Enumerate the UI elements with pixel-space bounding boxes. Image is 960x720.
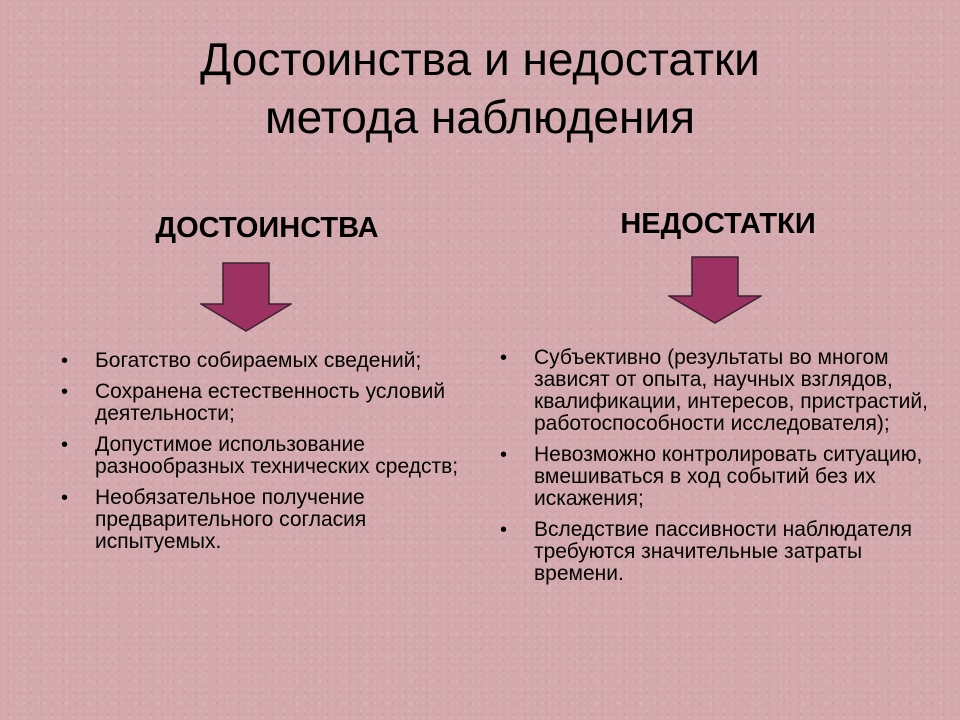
bullet-icon: • [500, 347, 508, 369]
list-item [61, 381, 481, 425]
bullet-icon: • [61, 487, 69, 509]
list-item-text: Необязательное получение предварительного согласия испытуемых. [95, 486, 367, 553]
advantages-list [61, 350, 481, 562]
list-item [61, 487, 481, 553]
list-item-text: Допустимое использование разнообразных технических средств; [95, 433, 459, 478]
bullet-icon: • [61, 434, 69, 456]
title-line-2: метода наблюдения [264, 91, 696, 143]
list-item [500, 347, 940, 435]
list-item-text: Субъективно (результаты во многом зависят от опыта, научных взглядов, квалификации, интересов, пристрастий, работоспособности исследователя); [534, 346, 928, 435]
title-line-1: Достоинства и недостатки [200, 33, 760, 85]
list-item [500, 519, 940, 585]
bullet-icon: • [61, 381, 69, 403]
disadvantages-list [500, 347, 940, 594]
bullet-icon: • [61, 350, 69, 372]
bullet-icon: • [500, 444, 508, 466]
disadvantages-heading: НЕДОСТАТКИ [620, 208, 816, 240]
list-item [500, 444, 940, 510]
list-item-text: Невозможно контролировать ситуацию, вмешиваться в ход событий без их искажения; [534, 443, 923, 510]
advantages-heading: ДОСТОИНСТВА [155, 212, 379, 244]
down-arrow-icon [200, 262, 292, 332]
slide-title [0, 30, 960, 146]
list-item [61, 434, 481, 478]
list-item-text: Вследствие пассивности наблюдателя требуются значительные затраты времени. [534, 518, 913, 585]
list-item-text: Богатство собираемых сведений; [95, 349, 422, 372]
list-item [61, 350, 481, 372]
list-item-text: Сохранена естественность условий деятельности; [95, 380, 446, 425]
bullet-icon: • [500, 519, 508, 541]
down-arrow-icon [668, 256, 762, 324]
